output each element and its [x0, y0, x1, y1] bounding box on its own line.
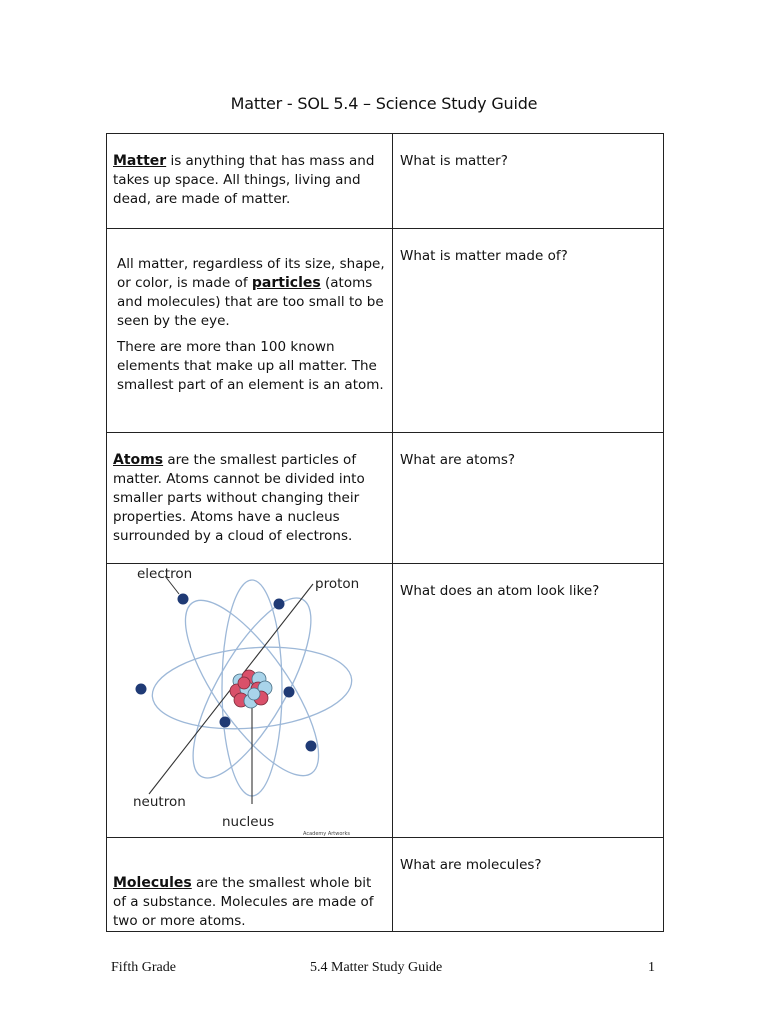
neutron-ball: [248, 688, 260, 700]
page-footer: [111, 960, 655, 978]
page-title: Matter - SOL 5.4 – Science Study Guide: [230, 94, 538, 113]
study-guide-table: [106, 133, 664, 932]
nucleus-label: nucleus: [222, 814, 275, 830]
diagram-cell: [107, 564, 393, 838]
electron-dot: [284, 687, 295, 698]
definition-text: are the smallest whole bit of a substance. Molecules are made of two or more atoms.: [113, 875, 374, 929]
electron-label: electron: [137, 566, 193, 582]
table-row: [107, 838, 664, 932]
electrons: [136, 594, 317, 752]
page-number: 1: [648, 960, 655, 975]
table-row: [107, 229, 664, 433]
question-cell: [393, 134, 664, 229]
question-text: What are atoms?: [400, 452, 516, 468]
electron-dot: [306, 741, 317, 752]
question-cell: [393, 433, 664, 564]
definition-text: are the smallest particles of matter. Atoms cannot be divided into smaller parts without changing their properties. Atoms have a nucleus surrounded by a cloud of electrons.: [113, 452, 365, 544]
term-atoms: Atoms: [113, 452, 164, 468]
atom-diagram: [107, 564, 392, 836]
question-text: What is matter made of?: [400, 248, 568, 264]
question-text: What is matter?: [400, 153, 508, 169]
definition-cell: [107, 229, 393, 433]
paragraph: [117, 255, 386, 331]
term-particles: particles: [251, 275, 321, 291]
term-matter: Matter: [113, 153, 167, 169]
electron-dot: [178, 594, 189, 605]
atom-illustration: [107, 564, 392, 836]
table-row: [107, 433, 664, 564]
electron-dot: [136, 684, 147, 695]
footer-grade: Fifth Grade: [111, 960, 176, 975]
question-text: What does an atom look like?: [400, 583, 600, 599]
paragraph: There are more than 100 known elements that make up all matter. The smallest part of an element is an atom.: [117, 339, 384, 393]
proton-label: proton: [315, 576, 360, 592]
definition-cell: [107, 433, 393, 564]
question-text: What are molecules?: [400, 857, 542, 873]
footer-title: 5.4 Matter Study Guide: [310, 960, 443, 975]
neutron-label: neutron: [133, 794, 186, 810]
table-row: [107, 564, 664, 838]
question-cell: [393, 229, 664, 433]
proton-ball: [238, 677, 250, 689]
nucleus: [230, 670, 272, 708]
definition-cell: [107, 838, 393, 932]
artwork-credit: Academy Artworks: [303, 831, 350, 836]
table-row: [107, 134, 664, 229]
term-molecules: Molecules: [113, 875, 192, 891]
definition-cell: [107, 134, 393, 229]
question-cell: [393, 838, 664, 932]
paragraph-text: All matter, regardless of its size, shape, or color, is made of: [117, 256, 385, 291]
question-cell: [393, 564, 664, 838]
definition-text: is anything that has mass and takes up space. All things, living and dead, are made of matter.: [113, 153, 375, 207]
electron-dot: [220, 717, 231, 728]
paragraph-text: (atoms and molecules) that are too small to be seen by the eye.: [117, 275, 384, 329]
electron-dot: [274, 599, 285, 610]
